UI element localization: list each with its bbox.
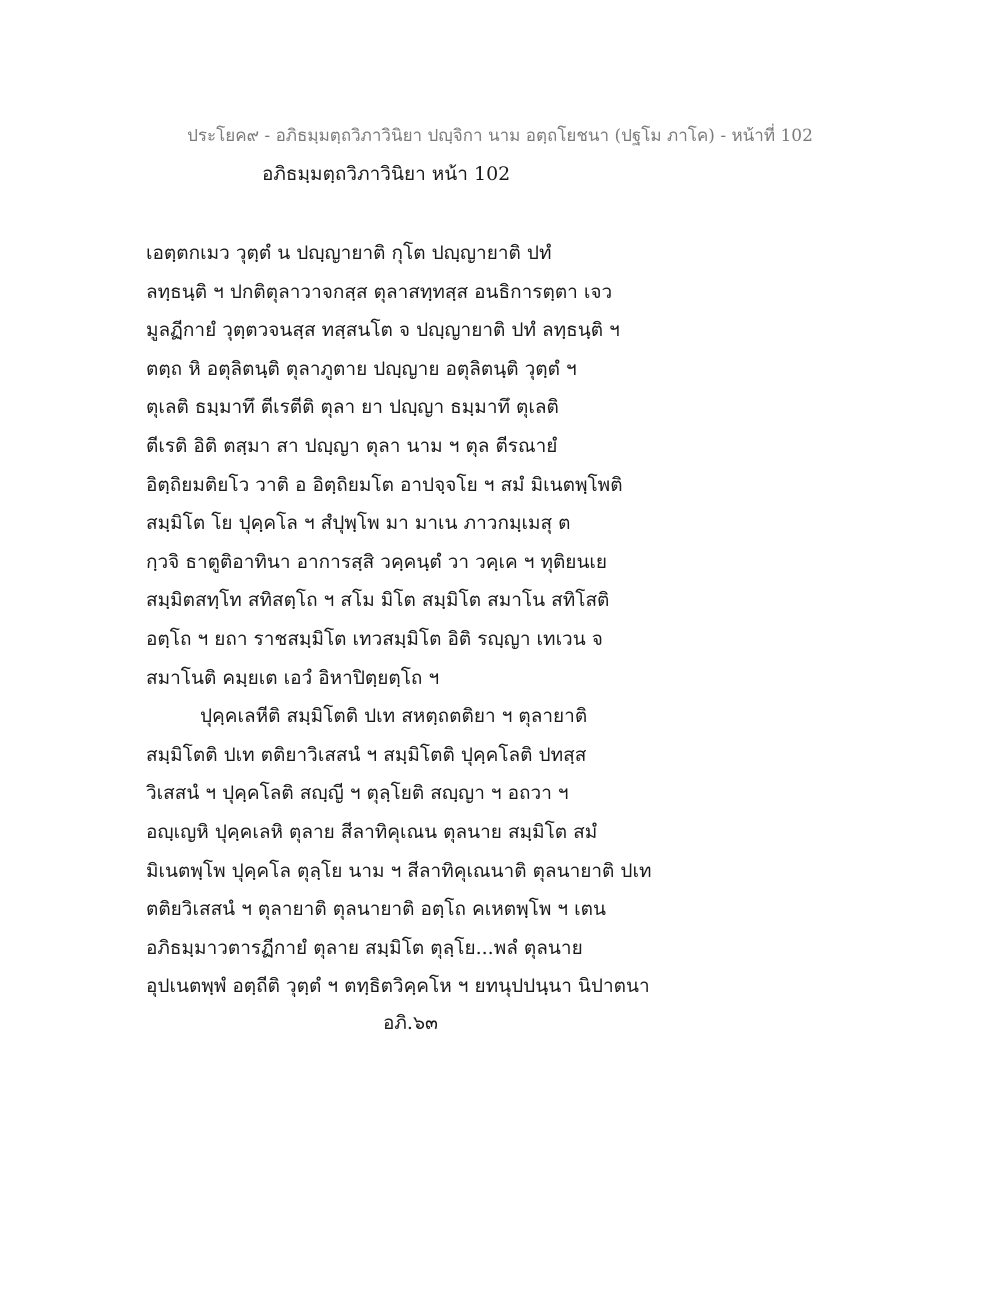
- text-line: ตุเลติ ธมฺมาทึ ตีเรตีติ ตุลา ยา ปญฺญา ธมฺมาทึ ตุเลติ: [146, 396, 559, 419]
- text-line: สมาโนติ คมฺยเต เอวํ อิหาปิตฺยตฺโถ ฯ: [146, 666, 440, 689]
- paragraph-start-line: ปุคฺคเลหีติ สมฺมิโตติ ปเท สหตฺถตติยา ฯ ตุลายาติ: [200, 705, 588, 728]
- text-line: มิเนตพฺโพ ปุคฺคโล ตุลฺโย นาม ฯ สีลาทิคุเณนาติ ตุลนายาติ ปเท: [146, 859, 652, 882]
- text-line: ลทฺธนฺติ ฯ ปกติตุลาวาจกสฺส ตุลาสทฺทสฺส อนธิการตฺตา เจว: [146, 280, 613, 303]
- text-line: กฺวจิ ธาตูติอาทินา อาการสฺสิ วคฺคนฺตํ วา วคฺเค ฯ ทุติยนเย: [146, 550, 608, 573]
- text-line: ตีเรติ อิติ ตสฺมา สา ปญฺญา ตุลา นาม ฯ ตุล ตีรณายํ: [146, 434, 558, 457]
- footer-reference: อภิ.๖๓: [383, 1012, 439, 1034]
- text-line: วิเสสนํ ฯ ปุคฺคโลติ สญฺญี ฯ ตุลฺโยติ สญฺญา ฯ อถวา ฯ: [146, 782, 569, 805]
- book-page-header: อภิธมฺมตฺถวิภาวินิยา หน้า 102: [262, 163, 511, 185]
- text-line: มูลฏีกายํ วุตฺตวจนสฺส ทสฺสนโต จ ปญฺญายาติ ปทํ ลทฺธนฺติ ฯ: [146, 319, 620, 342]
- body-text: [146, 234, 706, 1006]
- text-line: อตฺโถ ฯ ยถา ราชสมฺมิโต เทวสมฺมิโต อิติ รญฺญา เทเวน จ: [146, 627, 603, 650]
- text-line: เอตฺตกเมว วุตฺตํ น ปญฺญายาติ กุโต ปญฺญายาติ ปทํ: [146, 242, 552, 264]
- text-line: สมฺมิโต โย ปุคฺคโล ฯ สํปุพฺโพ มา มาเน ภาวกมฺเมสุ ต: [146, 512, 571, 535]
- text-line: อิตฺถิยมติยโว วาติ อ อิตฺถิยมโต อาปจฺจโย ฯ สมํ มิเนตพฺโพติ: [146, 473, 623, 496]
- running-header: ประโยค๙ - อภิธมฺมตฺถวิภาวินิยา ปญฺจิกา นาม อตฺถโยชนา (ปฐโม ภาโค) - หน้าที่ 102: [187, 126, 813, 146]
- text-line: อุปเนตพฺพํ อตฺถีติ วุตฺตํ ฯ ตทฺธิตวิคฺคโห ฯ ยทนุปปนฺนา นิปาตนา: [146, 975, 650, 998]
- text-line: อภิธมฺมาวตารฏีกายํ ตุลาย สมฺมิโต ตุลฺโย...พลํ ตุลนาย: [146, 936, 583, 959]
- text-line: อญฺเญหิ ปุคฺคเลหิ ตุลาย สีลาทิคุเณน ตุลนาย สมฺมิโต สมํ: [146, 820, 598, 843]
- text-line: ตติยวิเสสนํ ฯ ตุลายาติ ตุลนายาติ อตฺโถ คเหตพฺโพ ฯ เตน: [146, 898, 606, 921]
- text-line: ตตฺถ หิ อตุลิตนฺติ ตุลาภูตาย ปญฺญาย อตุลิตนฺติ วุตฺตํ ฯ: [146, 357, 577, 380]
- text-line: สมฺมิโตติ ปเท ตติยาวิเสสนํ ฯ สมฺมิโตติ ปุคฺคโลติ ปทสฺส: [146, 743, 587, 766]
- text-line: สมฺมิตสทฺโท สทิสตฺโถ ฯ สโม มิโต สมฺมิโต สมาโน สทิโสติ: [146, 589, 610, 612]
